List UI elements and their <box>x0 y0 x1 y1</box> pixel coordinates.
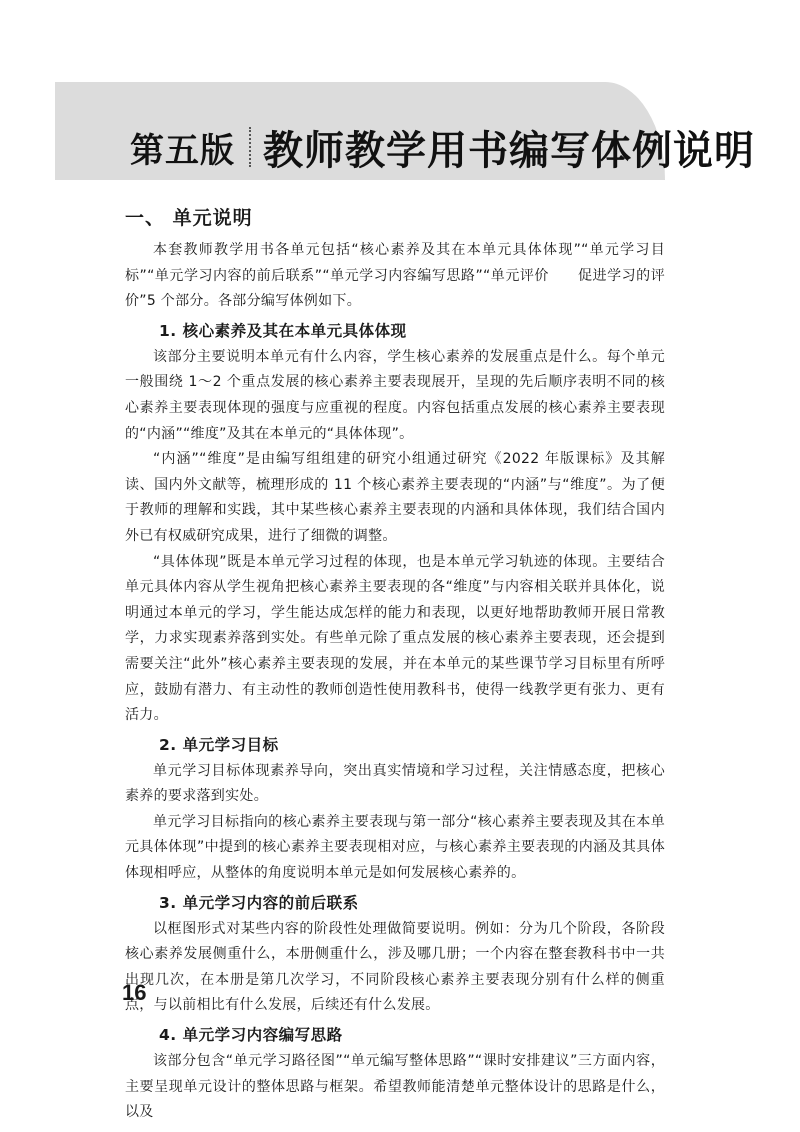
page-title: 教师教学用书编写体例说明 <box>263 127 755 174</box>
body-content <box>125 203 665 1126</box>
paragraph: “具体体现”既是本单元学习过程的体现，也是本单元学习轨迹的体现。主要结合单元具体内容从学生视角把核心素养主要表现的各“维度”与内容相关联并具体化，说明通过本单元的学习，学生能达成怎样的能力和表现，以更好地帮助教师开展日常教学，力求实现素养落到实处。有些单元除了重点发展的核心素养主要表现，还会提到需要关注“此外”核心素养主要表现的发展，并在本单元的某些课节学习目标里有所呼应，鼓励有潜力、有主动性的教师创造性使用教科书，使得一线教学更有张力、更有活力。 <box>125 553 665 724</box>
subsection-heading-1: 1. 核心素养及其在本单元具体体现 <box>159 321 407 340</box>
chapter-header <box>130 118 755 176</box>
subsection-heading-3: 3. 单元学习内容的前后联系 <box>159 893 359 912</box>
paragraph: 该部分主要说明本单元有什么内容，学生核心素养的发展重点是什么。每个单元一般围绕 1～2 个重点发展的核心素养主要表现展开，呈现的先后顺序表明不同的核心素养主要表现体现的强度与应重视的程度。内容包括重点发展的核心素养主要表现的“内涵”“维度”及其在本单元的“具体体现”。 <box>125 348 665 442</box>
edition-label: 第五版 <box>130 130 235 171</box>
section-intro: 本套教师教学用书各单元包括“核心素养及其在本单元具体体现”“单元学习目标”“单元学习内容的前后联系”“单元学习内容编写思路”“单元评价 促进学习的评价”5 个部分。各部分编写体例如下。 <box>125 242 665 310</box>
page-number: 16 <box>122 980 147 1005</box>
paragraph: 该部分包含“单元学习路径图”“单元编写整体思路”“课时安排建议”三方面内容，主要呈现单元设计的整体思路与框架。希望教师能清楚单元整体设计的思路是什么，以及 <box>125 1053 665 1121</box>
paragraph: 单元学习目标体现素养导向，突出真实情境和学习过程，关注情感态度，把核心素养的要求落到实处。 <box>125 762 665 805</box>
title-divider <box>249 127 251 167</box>
subsection-heading-4: 4. 单元学习内容编写思路 <box>159 1026 343 1045</box>
paragraph: “内涵”“维度”是由编写组组建的研究小组通过研究《2022 年版课标》及其解读、国内外文献等，梳理形成的 11 个核心素养主要表现的“内涵”与“维度”。为了便于教师的理解和实践，其中某些核心素养主要表现的内涵和具体体现，我们结合国内外已有权威研究成果，进行了细微的调整。 <box>125 451 665 544</box>
section-heading: 一、 单元说明 <box>125 207 253 229</box>
paragraph: 单元学习目标指向的核心素养主要表现与第一部分“核心素养主要表现及其在本单元具体体现”中提到的核心素养主要表现相对应，与核心素养主要表现的内涵及其具体体现相呼应，从整体的角度说明本单元是如何发展核心素养的。 <box>125 813 665 882</box>
subsection-heading-2: 2. 单元学习目标 <box>159 735 279 754</box>
paragraph: 以框图形式对某些内容的阶段性处理做简要说明。例如：分为几个阶段，各阶段核心素养发展侧重什么，本册侧重什么，涉及哪几册；一个内容在整套教科书中一共出现几次，在本册是第几次学习，不同阶段核心素养主要表现分别有什么样的侧重点，与以前相比有什么发展，后续还有什么发展。 <box>125 920 665 1014</box>
